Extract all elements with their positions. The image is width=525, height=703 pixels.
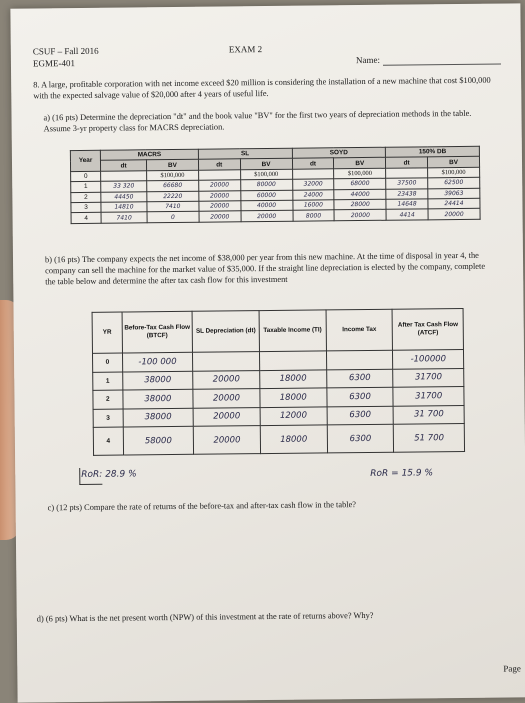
tax-cell (326, 350, 393, 369)
dt-cell: 20000 (193, 407, 260, 426)
tax-cell: 6300 (327, 406, 394, 425)
exam-sheet (10, 3, 525, 702)
dt-cell (386, 168, 428, 179)
bv-cell: 20000 (334, 210, 386, 221)
bv-cell: 7410 (147, 201, 199, 212)
dt-cell: 20000 (193, 370, 260, 389)
bv-cell: 80000 (240, 179, 292, 190)
dt-header: dt (292, 158, 334, 169)
year-cell: 0 (71, 171, 101, 182)
ti-header: Taxable Income (TI) (259, 310, 326, 352)
ror-btcf: RoR: 28.9 % (81, 469, 137, 480)
sl-dt-header: SL Depreciation (dt) (192, 311, 259, 353)
db150-header: 150% DB (386, 146, 480, 157)
dt-cell (193, 352, 260, 371)
bv-cell: 62500 (428, 177, 480, 188)
year-cell: 1 (71, 181, 101, 192)
depreciation-table (70, 146, 481, 224)
atcf-cell: 31 700 (394, 405, 465, 424)
bv-cell: 24414 (428, 198, 480, 209)
dt-cell: 7410 (101, 212, 147, 223)
tax-cell: 6300 (327, 424, 394, 453)
btcf-cell: 58000 (123, 426, 194, 455)
yr-cell: 1 (93, 372, 123, 391)
yr-cell: 2 (93, 390, 123, 409)
question-intro: 8. A large, profitable corporation with net income exceed $20 million is considering the installation of a new machine that cost $100,000 with the expected salvage value of $20,000 after 4 years of useful life. (33, 75, 491, 101)
dt-cell: 20000 (199, 190, 241, 201)
part-d-text: d) (6 pts) What is the net present worth (NPW) of this investment at the rate of returns above? Why? (36, 610, 374, 624)
course-label: CSUF – Fall 2016 (32, 45, 99, 57)
exam-title: EXAM 2 (228, 44, 263, 55)
btcf-cell: -100 000 (122, 352, 193, 371)
dt-cell: 8000 (293, 210, 335, 221)
bv-cell: $100,000 (334, 168, 386, 179)
atcf-cell: 31700 (393, 386, 464, 405)
dt-cell: 4414 (386, 209, 428, 220)
name-line (383, 64, 501, 66)
bv-cell: 39063 (428, 188, 480, 199)
dt-cell: 44450 (101, 191, 147, 202)
dt-cell: 14648 (386, 199, 428, 210)
bv-cell: $100,000 (240, 169, 292, 180)
part-a-text: a) (16 pts) Determine the depreciation "dt" and the book value "BV" for the first two years of depreciation methods in the table. Assume 3-yr property class for MACRS depreciation. (43, 108, 472, 134)
ti-cell: 18000 (260, 369, 327, 388)
dt-cell: 14810 (101, 202, 147, 213)
tax-cell: 6300 (327, 387, 394, 406)
dt-cell: 20000 (193, 426, 260, 455)
dt-header: dt (386, 157, 428, 168)
dt-cell: 23438 (386, 188, 428, 199)
btcf-cell: 38000 (123, 408, 194, 427)
part-b-text: b) (16 pts) The company expects the net income of $38,000 per year from this new machine. At the time of disposal in year 4, the company can sell the machine for the market value of $35,000. If the straight line depreciation is elected by the company, complete the table below and determine the after tax cash flow for this investment (44, 250, 486, 287)
yr-cell: 3 (93, 409, 123, 428)
bv-header: BV (146, 160, 198, 171)
cash-flow-table (92, 308, 465, 456)
dt-cell: 32000 (292, 179, 334, 190)
yr-header: YR (92, 312, 122, 353)
dt-cell (101, 171, 147, 182)
ti-cell (259, 351, 326, 370)
ror-atcf: RoR = 15.9 % (370, 468, 434, 479)
soyd-header: SOYD (292, 147, 386, 158)
table-row (93, 423, 464, 455)
year-cell: 3 (71, 202, 101, 213)
bv-header: BV (240, 159, 292, 170)
atcf-cell: 31700 (393, 368, 464, 387)
bv-cell: 0 (147, 212, 199, 223)
dt-cell: 16000 (292, 200, 334, 211)
dt-cell: 33 320 (101, 181, 147, 192)
dt-header: dt (101, 160, 147, 171)
page-label: Page (503, 663, 521, 674)
dt-cell: 20000 (199, 211, 241, 222)
dt-cell (198, 170, 240, 181)
dt-cell: 37500 (386, 178, 428, 189)
tax-cell: 6300 (326, 369, 393, 388)
atcf-header: After Tax Cash Flow (ATCF) (393, 308, 464, 350)
dt-cell: 20000 (193, 389, 260, 408)
yr-cell: 4 (93, 427, 123, 455)
sl-header: SL (198, 148, 292, 159)
part-c-text: c) (12 pts) Compare the rate of returns of the before-tax and after-tax cash flow in the table? (47, 500, 357, 513)
macrs-header: MACRS (101, 149, 199, 160)
ti-cell: 18000 (260, 388, 327, 407)
ti-cell: 12000 (260, 406, 327, 425)
bv-cell: 44000 (334, 189, 386, 200)
bv-cell: $100,000 (428, 167, 480, 178)
bv-cell: 22220 (147, 191, 199, 202)
bv-cell: 68000 (334, 178, 386, 189)
btcf-cell: 38000 (122, 371, 193, 390)
section-label: EGME-401 (32, 58, 76, 69)
year-cell: 4 (71, 213, 101, 224)
btcf-cell: 38000 (123, 389, 194, 408)
name-label: Name: (355, 54, 380, 66)
income-tax-header: Income Tax (326, 309, 393, 351)
bv-cell: 40000 (241, 200, 293, 211)
yr-cell: 0 (92, 353, 122, 372)
dt-cell: 20000 (199, 201, 241, 212)
atcf-cell: 51 700 (394, 423, 465, 452)
year-header: Year (70, 150, 100, 171)
year-cell: 2 (71, 192, 101, 203)
bv-cell: 28000 (334, 199, 386, 210)
bv-cell: $100,000 (147, 170, 199, 181)
bv-cell: 66680 (147, 180, 199, 191)
dt-cell (292, 169, 334, 180)
ti-cell: 18000 (260, 425, 327, 454)
btcf-header: Before-Tax Cash Flow (BTCF) (122, 311, 193, 353)
bv-cell: 60000 (240, 190, 292, 201)
bv-cell: 20000 (241, 211, 293, 222)
bv-cell: 20000 (428, 209, 480, 220)
dt-cell: 24000 (292, 189, 334, 200)
dt-header: dt (198, 159, 240, 170)
bv-header: BV (334, 158, 386, 169)
dt-cell: 20000 (199, 180, 241, 191)
atcf-cell: -100000 (393, 349, 464, 368)
bv-header: BV (427, 157, 479, 168)
